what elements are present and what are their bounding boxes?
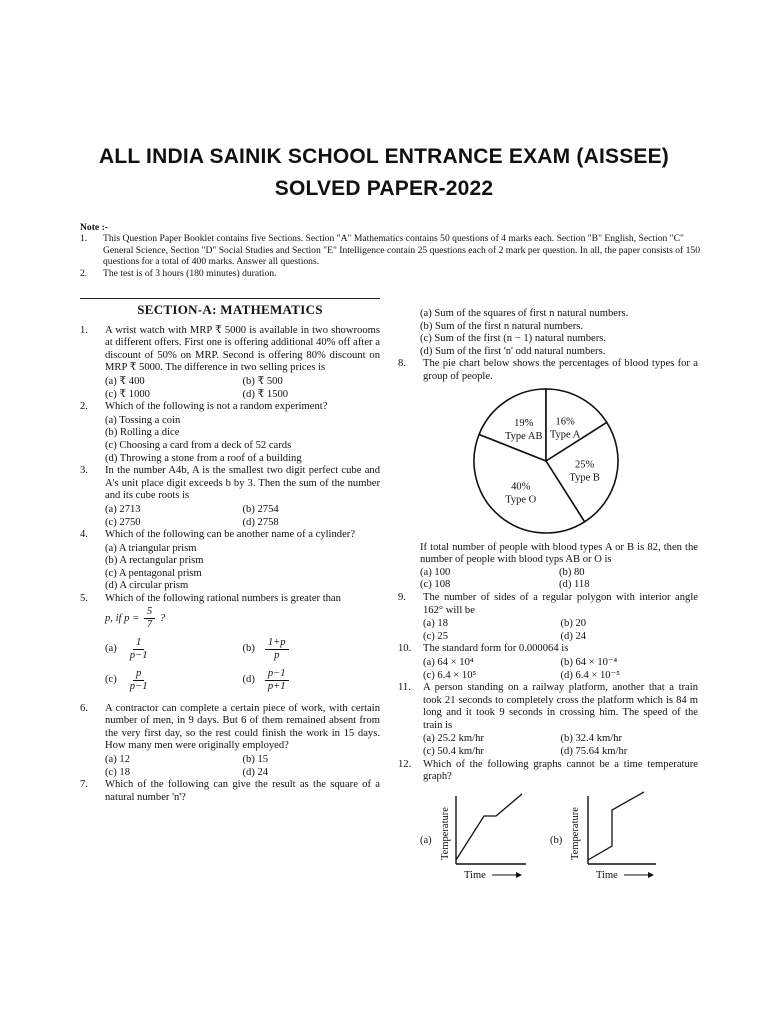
option: (a) ₹ 400 (105, 375, 145, 387)
question-number: 1. (80, 324, 88, 336)
option: (c) Sum of the first (n − 1) natural numbers. (420, 333, 607, 345)
question-text (105, 593, 380, 631)
blood-type-pie-chart (466, 386, 626, 536)
graph-b-x-axis-label: Time (596, 869, 618, 880)
question-text: If total number of people with blood types A or B is 82, then the number of people with blood typs AB or O is (420, 541, 698, 566)
option: (c) A pentagonal prism (105, 567, 202, 579)
options (398, 657, 698, 682)
denominator: p+1 (267, 680, 286, 692)
question-text: The standard form for 0.000064 is (423, 643, 569, 655)
graph-a-y-axis-label: Temperature (440, 806, 451, 860)
option (105, 637, 243, 662)
question-number: 7. (80, 779, 88, 791)
option: (a) 2713 (105, 503, 141, 515)
option: (a) 64 × 10⁴ (423, 656, 474, 668)
question-number: 2. (80, 401, 88, 413)
fraction (127, 668, 151, 693)
question-8 (398, 358, 698, 383)
note-text: This Question Paper Booklet contains five Sections. Section "A" Mathematics contains 50 questions of 4 marks each. Section "B" English, Section "C" General Science, Section "D" Social Studies and Section "E" Intelligence contain 25 questions each of 2 mark per question. In all, the paper consists of 150 questions for a total of 400 marks. Answer all questions. (103, 233, 700, 268)
graph-b-arrowhead (648, 872, 654, 878)
option: (b) 80 (559, 566, 585, 578)
option: (b) 20 (560, 618, 587, 630)
question-6 (80, 703, 380, 753)
option: (c) ₹ 1000 (105, 388, 150, 400)
fraction (265, 668, 289, 693)
right-column (398, 308, 698, 878)
question-text: A person standing on a railway platform, another that a train took 21 seconds to completely cross the platform which is 84 m long and it took 9 seconds in crossing him. The speed of the train is (423, 682, 698, 731)
option: (b) 2754 (242, 503, 279, 515)
option: (d) Sum of the first 'n' odd natural numbers. (420, 345, 606, 357)
question-number: 8. (398, 358, 406, 370)
option: (a) Tossing a coin (105, 414, 181, 426)
question-text: A contractor can complete a certain piece of work, with certain number of men, in 9 days. But 6 of them remained absent from the very first day, so the rest could finish the work in 15 days. How many men were originally employed? (105, 702, 380, 752)
question-number: 6. (80, 702, 88, 714)
question-number: 3. (80, 465, 88, 477)
graph-b-label: (b) (550, 834, 563, 846)
option: (d) 6.4 × 10⁻⁵ (560, 669, 620, 681)
option: (c) 25 (423, 630, 448, 642)
question-text: A wrist watch with MRP ₹ 5000 is available in two showrooms at different offers. First one is offering additional 40% off after a discount of 50% on MRP. Second is offering 80% discount on MRP ₹ 5000. The difference in two selling prices is (105, 324, 380, 374)
option: (d) 75.64 km/hr (560, 746, 628, 758)
options (80, 637, 380, 662)
graph-a-label: (a) (420, 834, 432, 846)
pie-percent-label: 25% (575, 459, 595, 471)
question-7 (80, 779, 380, 804)
option-label: (c) (105, 673, 117, 685)
question-text: The number of sides of a regular polygon with interior angle 162° will be (423, 591, 698, 616)
pie-category-label: Type B (569, 472, 600, 484)
options (80, 376, 380, 401)
graph-b-curve (588, 792, 644, 860)
option: (a) 12 (105, 754, 130, 766)
question-number: 5. (80, 593, 88, 605)
numerator: 5 (144, 606, 155, 619)
question-2 (80, 401, 380, 414)
question-text: Which of the following can give the result as the square of a natural number 'n'? (105, 779, 380, 803)
question-10 (398, 643, 698, 656)
question-4 (80, 529, 380, 542)
pie-percent-label: 40% (511, 481, 531, 493)
fraction (144, 606, 155, 631)
option: (d) Throwing a stone from a roof of a building (105, 452, 302, 464)
option: (b) Sum of the first n natural numbers. (420, 320, 583, 332)
graph-a-curve (456, 794, 522, 860)
question-number: 12. (398, 758, 412, 770)
question-11 (398, 682, 698, 732)
option: (a) 25.2 km/hr (423, 733, 484, 745)
note-item (80, 233, 700, 267)
question-number: 11. (398, 682, 411, 694)
question-text: Which of the following can be another name of a cylinder? (105, 529, 356, 541)
note-number: 1. (80, 233, 88, 245)
pie-category-label: Type AB (504, 430, 543, 442)
option (105, 668, 243, 693)
numerator: 1+p (265, 637, 289, 650)
denominator: p−1 (129, 680, 148, 692)
question-text: In the number A4b, A is the smallest two digit perfect cube and A's unit place digit exceeds b by 3. Then the sum of the number and its cube roots is (105, 465, 380, 502)
option: (b) Rolling a dice (105, 427, 180, 439)
option: (b) 15 (242, 754, 269, 766)
pie-category-label: Type O (505, 494, 537, 506)
option: (d) 24 (560, 630, 587, 642)
question-text: Which of the following graphs cannot be a time temperature graph? (423, 758, 698, 783)
option: (a) A triangular prism (105, 542, 197, 554)
numerator: p−1 (265, 668, 289, 681)
question-text: The pie chart below shows the percentages of blood types for a group of people. (423, 358, 698, 382)
note-text: The test is of 3 hours (180 minutes) duration. (103, 267, 277, 279)
paper-subtitle: SOLVED PAPER-2022 (274, 177, 494, 200)
option-label: (b) (242, 642, 255, 654)
options (80, 504, 380, 529)
note-heading: Note :- (80, 222, 108, 233)
option: (d) 2758 (242, 516, 279, 528)
option: (a) 100 (420, 566, 451, 578)
question-number: 4. (80, 529, 88, 541)
question-3 (80, 465, 380, 503)
option: (c) 6.4 × 10⁵ (423, 669, 477, 681)
option: (c) 2750 (105, 516, 141, 528)
denominator: p (274, 649, 280, 661)
question-9 (398, 592, 698, 617)
option: (c) 18 (105, 766, 130, 778)
question-12 (398, 759, 698, 784)
option: (b) ₹ 500 (242, 375, 283, 387)
question-mark: ? (159, 612, 166, 624)
options (398, 567, 698, 592)
options (80, 754, 380, 779)
option: (d) 118 (559, 579, 590, 591)
fraction (127, 637, 151, 662)
option: (b) 32.4 km/hr (560, 733, 622, 745)
note-number: 2. (80, 267, 88, 279)
options (80, 668, 380, 693)
options (398, 618, 698, 643)
graph-pair (398, 788, 698, 880)
option: (b) 64 × 10⁻⁴ (560, 656, 618, 668)
option: (c) Choosing a card from a deck of 52 cards (105, 439, 292, 451)
option: (d) 24 (242, 766, 269, 778)
graph-b-y-axis-label: Temperature (570, 806, 581, 860)
note-block (80, 222, 700, 279)
denominator: p−1 (129, 649, 148, 661)
option: (c) 50.4 km/hr (423, 746, 484, 758)
option: (c) 108 (420, 579, 451, 591)
note-item (80, 268, 700, 279)
question-1 (80, 325, 380, 375)
option: (a) Sum of the squares of first n natural numbers. (420, 308, 629, 319)
paper-title: ALL INDIA SAINIK SCHOOL ENTRANCE EXAM (AISSEE) (98, 145, 670, 168)
option: (d) ₹ 1500 (242, 388, 289, 400)
option-label: (d) (242, 673, 255, 685)
pie-percent-label: 19% (514, 417, 534, 429)
question-text-line: Which of the following rational numbers is greater than (105, 593, 341, 605)
option (243, 668, 381, 693)
time-temperature-graphs (398, 788, 698, 878)
option-label: (a) (105, 642, 117, 654)
numerator: p (133, 668, 144, 681)
option: (a) 18 (423, 618, 448, 630)
option: (d) A circular prism (105, 580, 189, 592)
condition-text: p, if p = (105, 612, 140, 624)
graph-a-arrowhead (516, 872, 522, 878)
denominator: 7 (146, 618, 153, 630)
option (243, 637, 381, 662)
question-text: Which of the following is not a random experiment? (105, 401, 328, 413)
options (398, 733, 698, 758)
question-number: 10. (398, 643, 412, 655)
numerator: 1 (133, 637, 144, 650)
pie-category-label: Type A (549, 428, 581, 440)
question-5 (80, 593, 380, 631)
option: (b) A rectangular prism (105, 555, 204, 567)
question-text-line (105, 606, 380, 631)
pie-percent-label: 16% (555, 415, 575, 427)
fraction (265, 637, 289, 662)
section-heading: SECTION-A: MATHEMATICS (80, 298, 380, 317)
question-number: 9. (398, 591, 406, 603)
left-column (80, 298, 380, 805)
graph-a-x-axis-label: Time (464, 869, 486, 880)
